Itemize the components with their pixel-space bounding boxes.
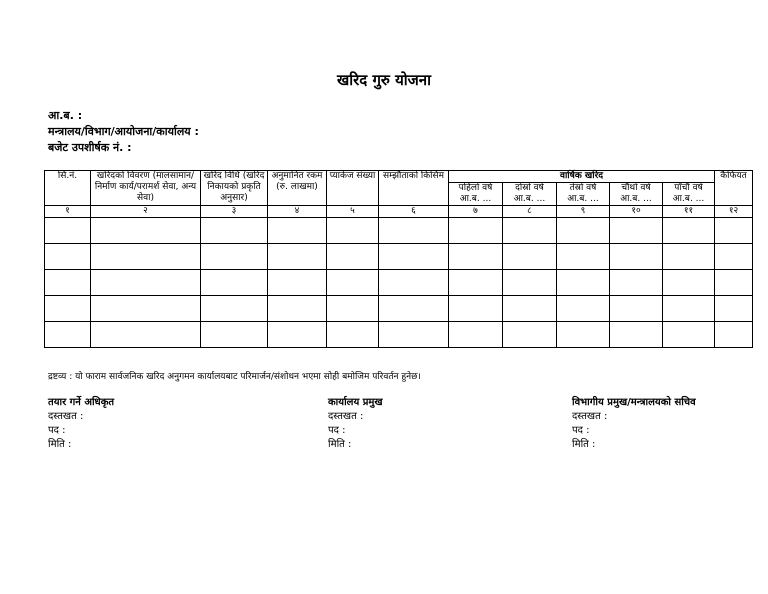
- date-line: मिति :: [572, 439, 596, 450]
- header-year-3: तेस्रो वर्ष आ.ब. ...: [557, 183, 610, 206]
- table-cell[interactable]: [379, 322, 449, 348]
- table-cell[interactable]: [91, 218, 201, 244]
- table-cell[interactable]: [379, 296, 449, 322]
- col-number: ९: [557, 206, 610, 218]
- table-cell[interactable]: [379, 270, 449, 296]
- table-cell[interactable]: [503, 244, 557, 270]
- table-cell[interactable]: [45, 322, 91, 348]
- signature-role: कार्यालय प्रमुख: [328, 397, 383, 408]
- table-cell[interactable]: [327, 218, 379, 244]
- table-cell[interactable]: [91, 322, 201, 348]
- table-cell[interactable]: [610, 244, 663, 270]
- date-line: मिति :: [328, 439, 352, 450]
- table-cell[interactable]: [268, 244, 327, 270]
- table-cell[interactable]: [268, 322, 327, 348]
- signature-block-secretary: [572, 396, 696, 452]
- table-cell[interactable]: [91, 270, 201, 296]
- signature-line: दस्तखत :: [572, 411, 608, 422]
- table-cell[interactable]: [45, 244, 91, 270]
- col-number: ३: [201, 206, 268, 218]
- table-cell[interactable]: [449, 270, 503, 296]
- table-cell[interactable]: [379, 244, 449, 270]
- table-cell[interactable]: [557, 270, 610, 296]
- table-cell[interactable]: [503, 296, 557, 322]
- date-line: मिति :: [48, 439, 72, 450]
- table-cell[interactable]: [610, 322, 663, 348]
- header-packages: प्याकेज संख्या: [327, 171, 379, 206]
- ministry-label: मन्त्रालय/विभाग/आयोजना/कार्यालय :: [48, 125, 199, 138]
- table-cell[interactable]: [45, 296, 91, 322]
- table-cell[interactable]: [663, 244, 715, 270]
- signature-role: तयार गर्ने अधिकृत: [48, 397, 115, 408]
- table-cell[interactable]: [449, 322, 503, 348]
- signature-line: दस्तखत :: [328, 411, 364, 422]
- table-cell[interactable]: [663, 270, 715, 296]
- table-cell[interactable]: [327, 322, 379, 348]
- table-cell[interactable]: [449, 218, 503, 244]
- table-cell[interactable]: [201, 296, 268, 322]
- table-cell[interactable]: [327, 244, 379, 270]
- table-cell[interactable]: [449, 244, 503, 270]
- table-cell[interactable]: [503, 218, 557, 244]
- table-cell[interactable]: [201, 244, 268, 270]
- col-number: १: [45, 206, 91, 218]
- header-annual: वार्षिक खरिद: [449, 171, 715, 183]
- table-cell[interactable]: [268, 270, 327, 296]
- table-row: [45, 322, 753, 348]
- footnote: द्रष्टव्य : यो फाराम सार्वजनिक खरिद अनुगमन कार्यालयबाट परिमार्जन/संशोधन भएमा सोही बमोजिम परिवर्तन हुनेछ।: [48, 372, 421, 382]
- signature-line: दस्तखत :: [48, 411, 84, 422]
- col-number: ११: [663, 206, 715, 218]
- table-cell[interactable]: [503, 270, 557, 296]
- table-cell[interactable]: [268, 296, 327, 322]
- table-cell[interactable]: [715, 218, 753, 244]
- column-number-row: [45, 206, 753, 218]
- table-cell[interactable]: [379, 218, 449, 244]
- table-cell[interactable]: [327, 270, 379, 296]
- col-number: ८: [503, 206, 557, 218]
- col-number: ५: [327, 206, 379, 218]
- header-contract-type: सम्झौताको किसिम: [379, 171, 449, 206]
- budget-subhead-label: बजेट उपशीर्षक नं. :: [48, 141, 132, 154]
- signature-block-office-head: [328, 396, 383, 452]
- header-year-1: पहिलो वर्ष आ.ब. ...: [449, 183, 503, 206]
- col-number: २: [91, 206, 201, 218]
- table-cell[interactable]: [327, 296, 379, 322]
- signature-block-preparer: [48, 396, 114, 452]
- table-cell[interactable]: [663, 296, 715, 322]
- table-cell[interactable]: [201, 322, 268, 348]
- table-cell[interactable]: [91, 244, 201, 270]
- fiscal-year-label: आ.ब. :: [48, 109, 83, 122]
- col-number: १२: [715, 206, 753, 218]
- table-cell[interactable]: [557, 218, 610, 244]
- table-cell[interactable]: [610, 218, 663, 244]
- col-number: ४: [268, 206, 327, 218]
- table-cell[interactable]: [715, 296, 753, 322]
- header-method: खरिद विधि (खरिद निकायको प्रकृति अनुसार): [201, 171, 268, 206]
- col-number: ६: [379, 206, 449, 218]
- table-cell[interactable]: [45, 270, 91, 296]
- post-line: पद :: [48, 425, 66, 436]
- header-sn: सि.नं.: [45, 171, 91, 206]
- page-title: खरिद गुरु योजना: [336, 71, 432, 89]
- table-cell[interactable]: [201, 218, 268, 244]
- col-number: ७: [449, 206, 503, 218]
- table-row: [45, 244, 753, 270]
- col-number: १०: [610, 206, 663, 218]
- table-cell[interactable]: [715, 322, 753, 348]
- table-cell[interactable]: [557, 244, 610, 270]
- table-cell[interactable]: [715, 270, 753, 296]
- table-row: [45, 296, 753, 322]
- table-cell[interactable]: [91, 296, 201, 322]
- table-cell[interactable]: [663, 218, 715, 244]
- signature-role: विभागीय प्रमुख/मन्त्रालयको सचिव: [572, 397, 696, 408]
- table-cell[interactable]: [557, 296, 610, 322]
- table-cell[interactable]: [45, 218, 91, 244]
- post-line: पद :: [572, 425, 590, 436]
- header-description: खरिदको विवरण (मालसामान/निर्माण कार्य/परामर्श सेवा, अन्य सेवा): [91, 171, 201, 206]
- table-cell[interactable]: [610, 270, 663, 296]
- header-year-2: दोस्रो वर्ष आ.ब. ...: [503, 183, 557, 206]
- table-cell[interactable]: [449, 296, 503, 322]
- table-cell[interactable]: [201, 270, 268, 296]
- table-row: [45, 270, 753, 296]
- table-cell[interactable]: [715, 244, 753, 270]
- table-cell[interactable]: [268, 218, 327, 244]
- header-remarks: कैफियत: [715, 171, 753, 206]
- procurement-plan-table: [44, 170, 753, 348]
- header-year-4: चौथो वर्ष आ.ब. ...: [610, 183, 663, 206]
- table-cell[interactable]: [557, 322, 610, 348]
- post-line: पद :: [328, 425, 346, 436]
- header-year-5: पाँचौ वर्ष आ.ब. ...: [663, 183, 715, 206]
- table-cell[interactable]: [503, 322, 557, 348]
- table-row: [45, 218, 753, 244]
- header-estimate: अनुमानित रकम (रु. लाखमा): [268, 171, 327, 206]
- table-cell[interactable]: [610, 296, 663, 322]
- table-cell[interactable]: [663, 322, 715, 348]
